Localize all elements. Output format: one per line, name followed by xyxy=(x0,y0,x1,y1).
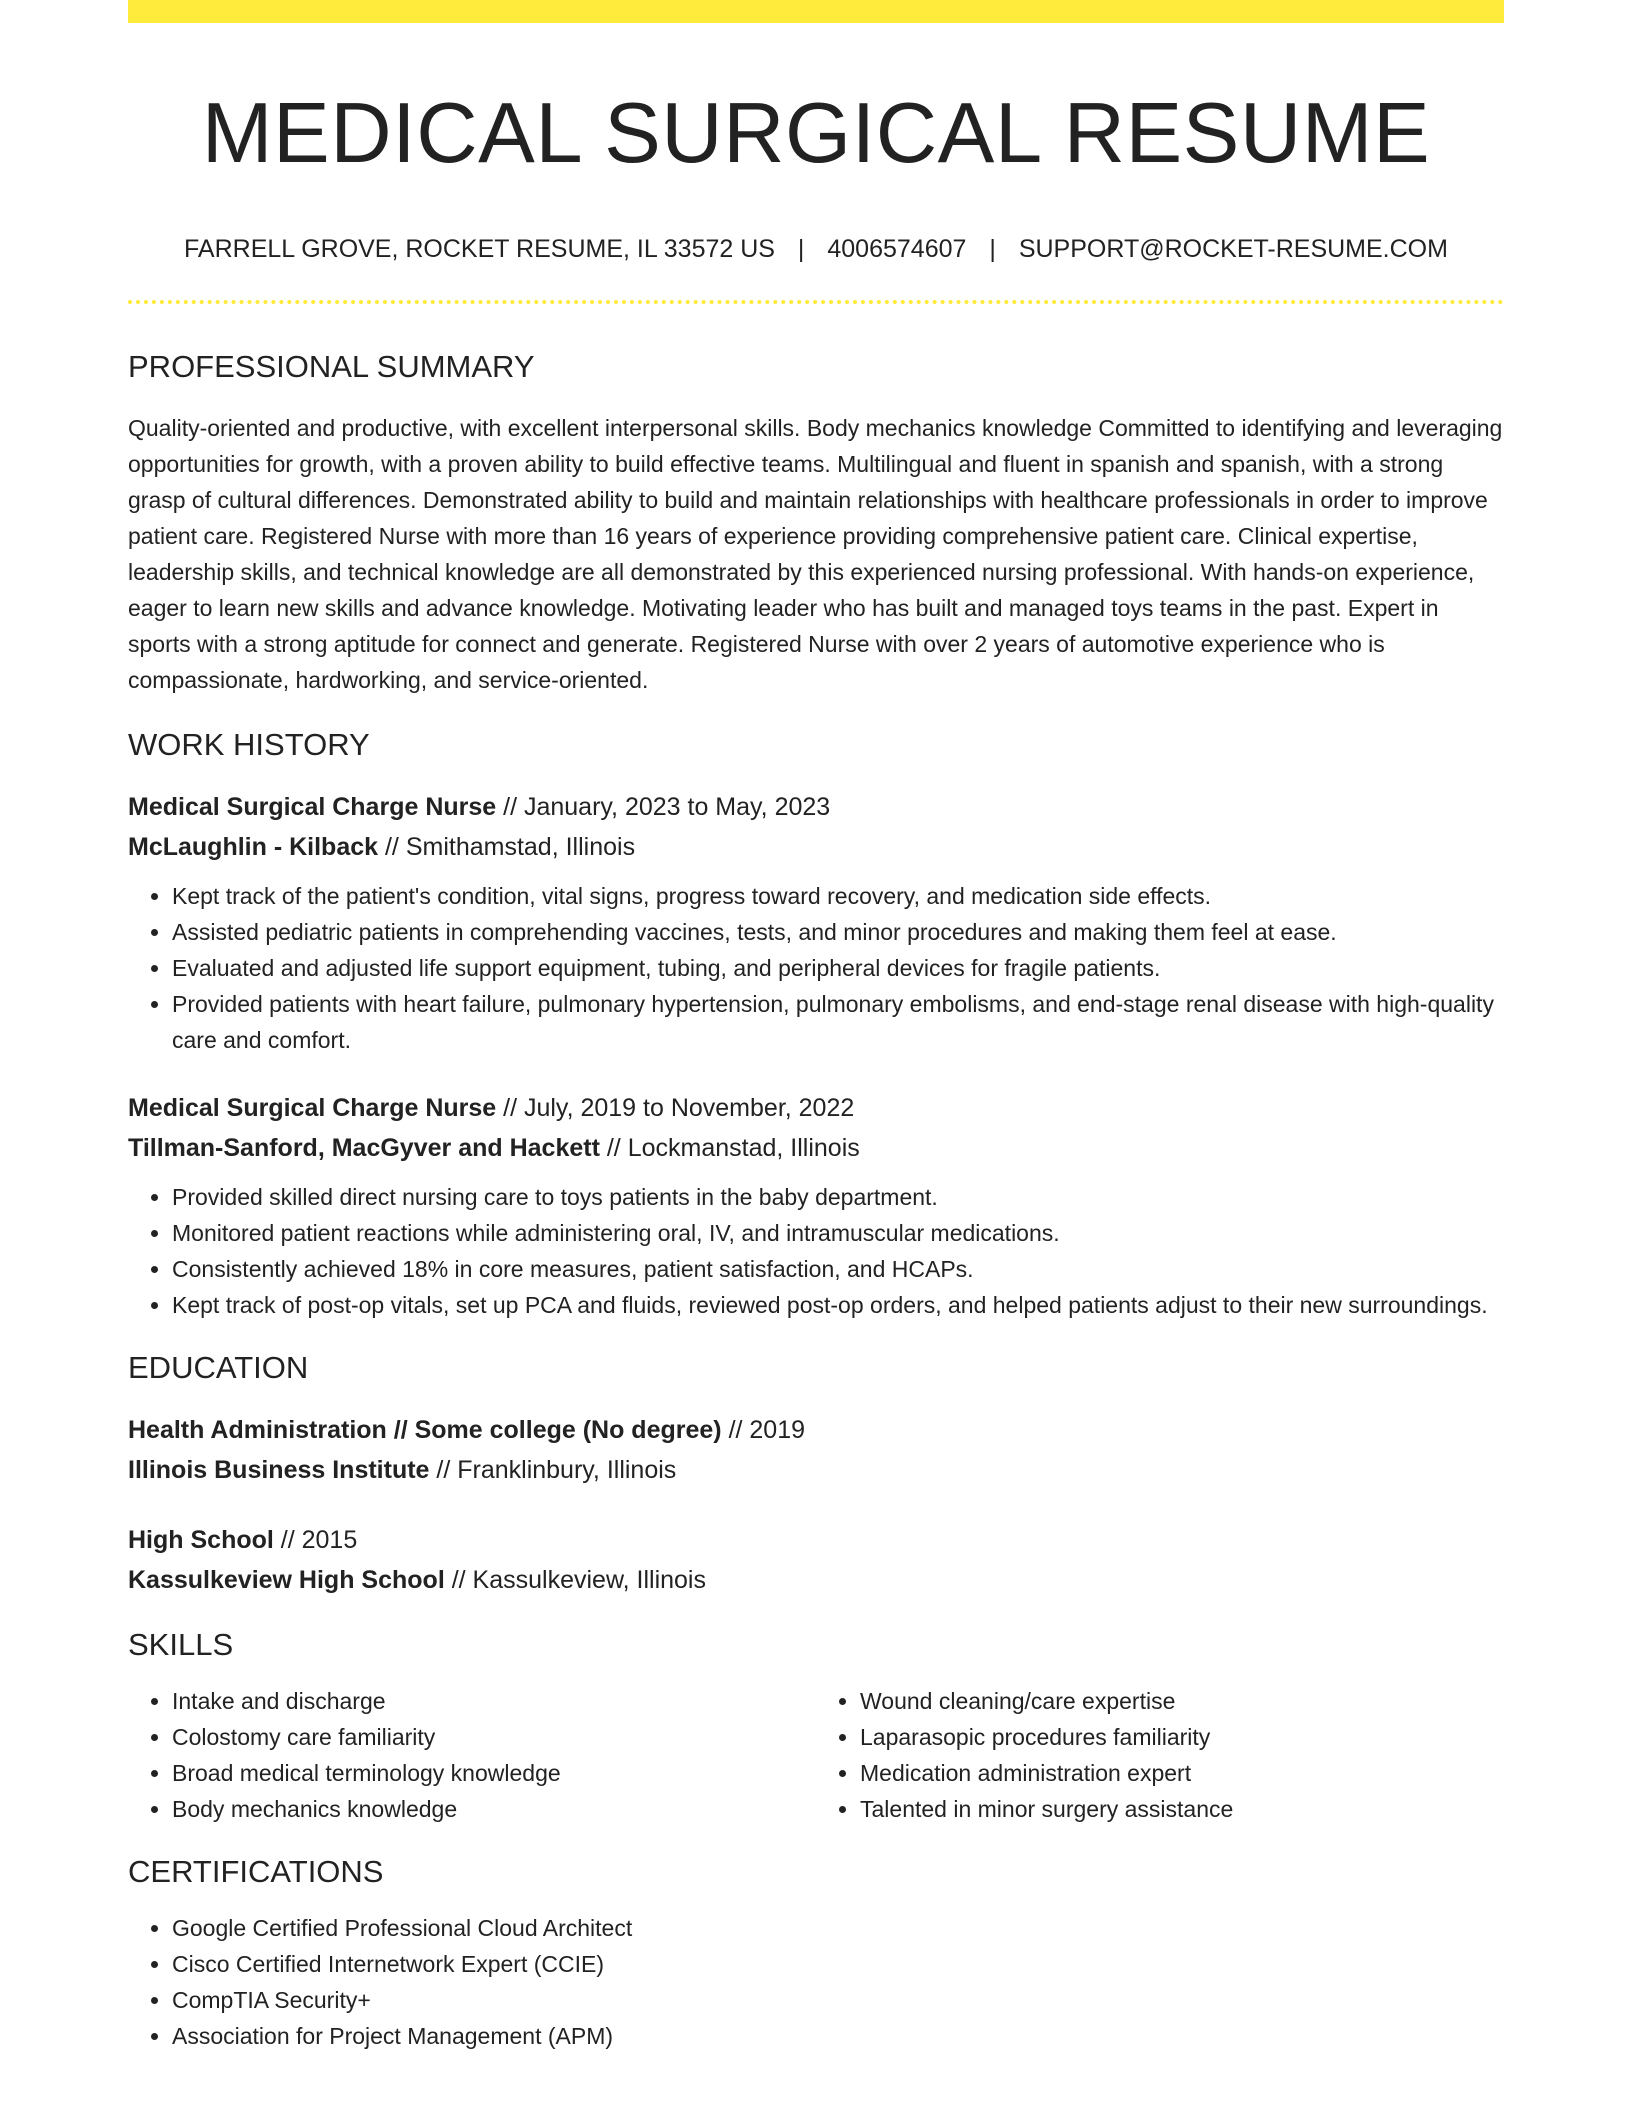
job-entry xyxy=(128,1088,1504,1323)
job-company: Tillman-Sanford, MacGyver and Hackett xyxy=(128,1133,600,1162)
job-bullet: • Evaluated and adjusted life support equipment, tubing, and peripheral devices for fragile patients. xyxy=(172,950,1504,986)
skill-item: • Wound cleaning/care expertise xyxy=(860,1683,1504,1719)
skill-item: • Broad medical terminology knowledge xyxy=(172,1755,816,1791)
skill-item: • Colostomy care familiarity xyxy=(172,1719,816,1755)
education-school: Illinois Business Institute xyxy=(128,1456,430,1485)
education-degree-line xyxy=(128,1410,1504,1450)
dotted-divider xyxy=(128,300,1504,304)
education-year: // 2015 xyxy=(273,1526,358,1555)
resume-title: MEDICAL SURGICAL RESUME xyxy=(201,86,1431,181)
job-company-line xyxy=(128,1128,1504,1168)
skills-columns xyxy=(128,1683,1504,1827)
skill-item: • Intake and discharge xyxy=(172,1683,816,1719)
job-location: // Lockmanstad, Illinois xyxy=(599,1133,860,1162)
contact-line xyxy=(128,234,1504,264)
job-role: Medical Surgical Charge Nurse xyxy=(128,792,497,821)
job-role: Medical Surgical Charge Nurse xyxy=(128,1093,497,1122)
education-location: // Franklinbury, Illinois xyxy=(429,1456,677,1485)
education-year: // 2019 xyxy=(721,1416,806,1445)
job-bullet: • Provided patients with heart failure, pulmonary hypertension, pulmonary embolisms, and end-stage renal disease with high-quality care and comfort. xyxy=(172,986,1504,1058)
certifications-heading: CERTIFICATIONS xyxy=(128,1854,384,1890)
skills-heading: SKILLS xyxy=(128,1627,234,1663)
job-bullet: • Kept track of the patient's condition, vital signs, progress toward recovery, and medication side effects. xyxy=(172,878,1504,914)
skills-list-right xyxy=(816,1683,1504,1827)
job-entry xyxy=(128,787,1504,1058)
job-company: McLaughlin - Kilback xyxy=(128,832,379,861)
education-degree: Health Administration // Some college (No degree) xyxy=(128,1416,722,1445)
resume-page xyxy=(128,0,1504,2054)
education-degree: High School xyxy=(128,1526,274,1555)
education-heading: EDUCATION xyxy=(128,1349,309,1385)
education-school: Kassulkeview High School xyxy=(128,1566,445,1595)
certifications-list xyxy=(128,1910,1504,2054)
contact-separator: | xyxy=(989,234,996,263)
certification-item: • Association for Project Management (APM) xyxy=(172,2018,1504,2054)
skill-item: • Medication administration expert xyxy=(860,1755,1504,1791)
certification-item: • CompTIA Security+ xyxy=(172,1982,1504,2018)
job-bullet: • Kept track of post-op vitals, set up PCA and fluids, reviewed post-op orders, and helped patients adjust to their new surroundings. xyxy=(172,1287,1504,1323)
job-bullets xyxy=(128,878,1504,1058)
job-company-line xyxy=(128,827,1504,867)
education-school-line xyxy=(128,1560,1504,1600)
summary-heading: PROFESSIONAL SUMMARY xyxy=(128,348,535,384)
job-dates: // July, 2019 to November, 2022 xyxy=(496,1093,855,1122)
job-title-line xyxy=(128,787,1504,827)
skill-item: • Talented in minor surgery assistance xyxy=(860,1791,1504,1827)
contact-address: FARRELL GROVE, ROCKET RESUME, IL 33572 US xyxy=(184,234,775,263)
job-bullet: • Assisted pediatric patients in comprehending vaccines, tests, and minor procedures and making them feel at ease. xyxy=(172,914,1504,950)
skills-list-left xyxy=(128,1683,816,1827)
job-location: // Smithamstad, Illinois xyxy=(378,832,636,861)
certification-item: • Google Certified Professional Cloud Architect xyxy=(172,1910,1504,1946)
education-entry xyxy=(128,1520,1504,1600)
job-dates: // January, 2023 to May, 2023 xyxy=(496,792,831,821)
contact-separator: | xyxy=(797,234,805,263)
contact-phone: 4006574607 xyxy=(827,234,967,263)
job-bullet: • Monitored patient reactions while administering oral, IV, and intramuscular medications. xyxy=(172,1215,1504,1251)
job-bullet: • Consistently achieved 18% in core measures, patient satisfaction, and HCAPs. xyxy=(172,1251,1504,1287)
certification-item: • Cisco Certified Internetwork Expert (CCIE) xyxy=(172,1946,1504,1982)
work-history-heading: WORK HISTORY xyxy=(128,726,370,762)
contact-email: SUPPORT@ROCKET-RESUME.COM xyxy=(1018,234,1448,263)
education-entry xyxy=(128,1410,1504,1490)
top-accent-bar xyxy=(128,0,1504,23)
education-school-line xyxy=(128,1450,1504,1490)
job-bullets xyxy=(128,1179,1504,1323)
skill-item: • Laparasopic procedures familiarity xyxy=(860,1719,1504,1755)
job-title-line xyxy=(128,1088,1504,1128)
education-location: // Kassulkeview, Illinois xyxy=(444,1566,706,1595)
summary-text: Quality-oriented and productive, with excellent interpersonal skills. Body mechanics knowledge Committed to identifying and leveraging opportunities for growth, with a proven ability to build effective teams. Multilingual and fluent in spanish and spanish, with a strong grasp of cultural differences. Demonstrated ability to build and maintain relationships with healthcare professionals in order to improve patient care. Registered Nurse with more than 16 years of experience providing comprehensive patient care. Clinical expertise, leadership skills, and technical knowledge are all demonstrated by this experienced nursing professional. With hands-on experience, eager to learn new skills and advance knowledge. Motivating leader who has built and managed toys teams in the past. Expert in sports with a strong aptitude for connect and generate. Registered Nurse with over 2 years of automotive experience who is compassionate, hardworking, and service-oriented. xyxy=(128,414,1503,693)
job-bullet: • Provided skilled direct nursing care to toys patients in the baby department. xyxy=(172,1179,1504,1215)
education-degree-line xyxy=(128,1520,1504,1560)
skill-item: • Body mechanics knowledge xyxy=(172,1791,816,1827)
